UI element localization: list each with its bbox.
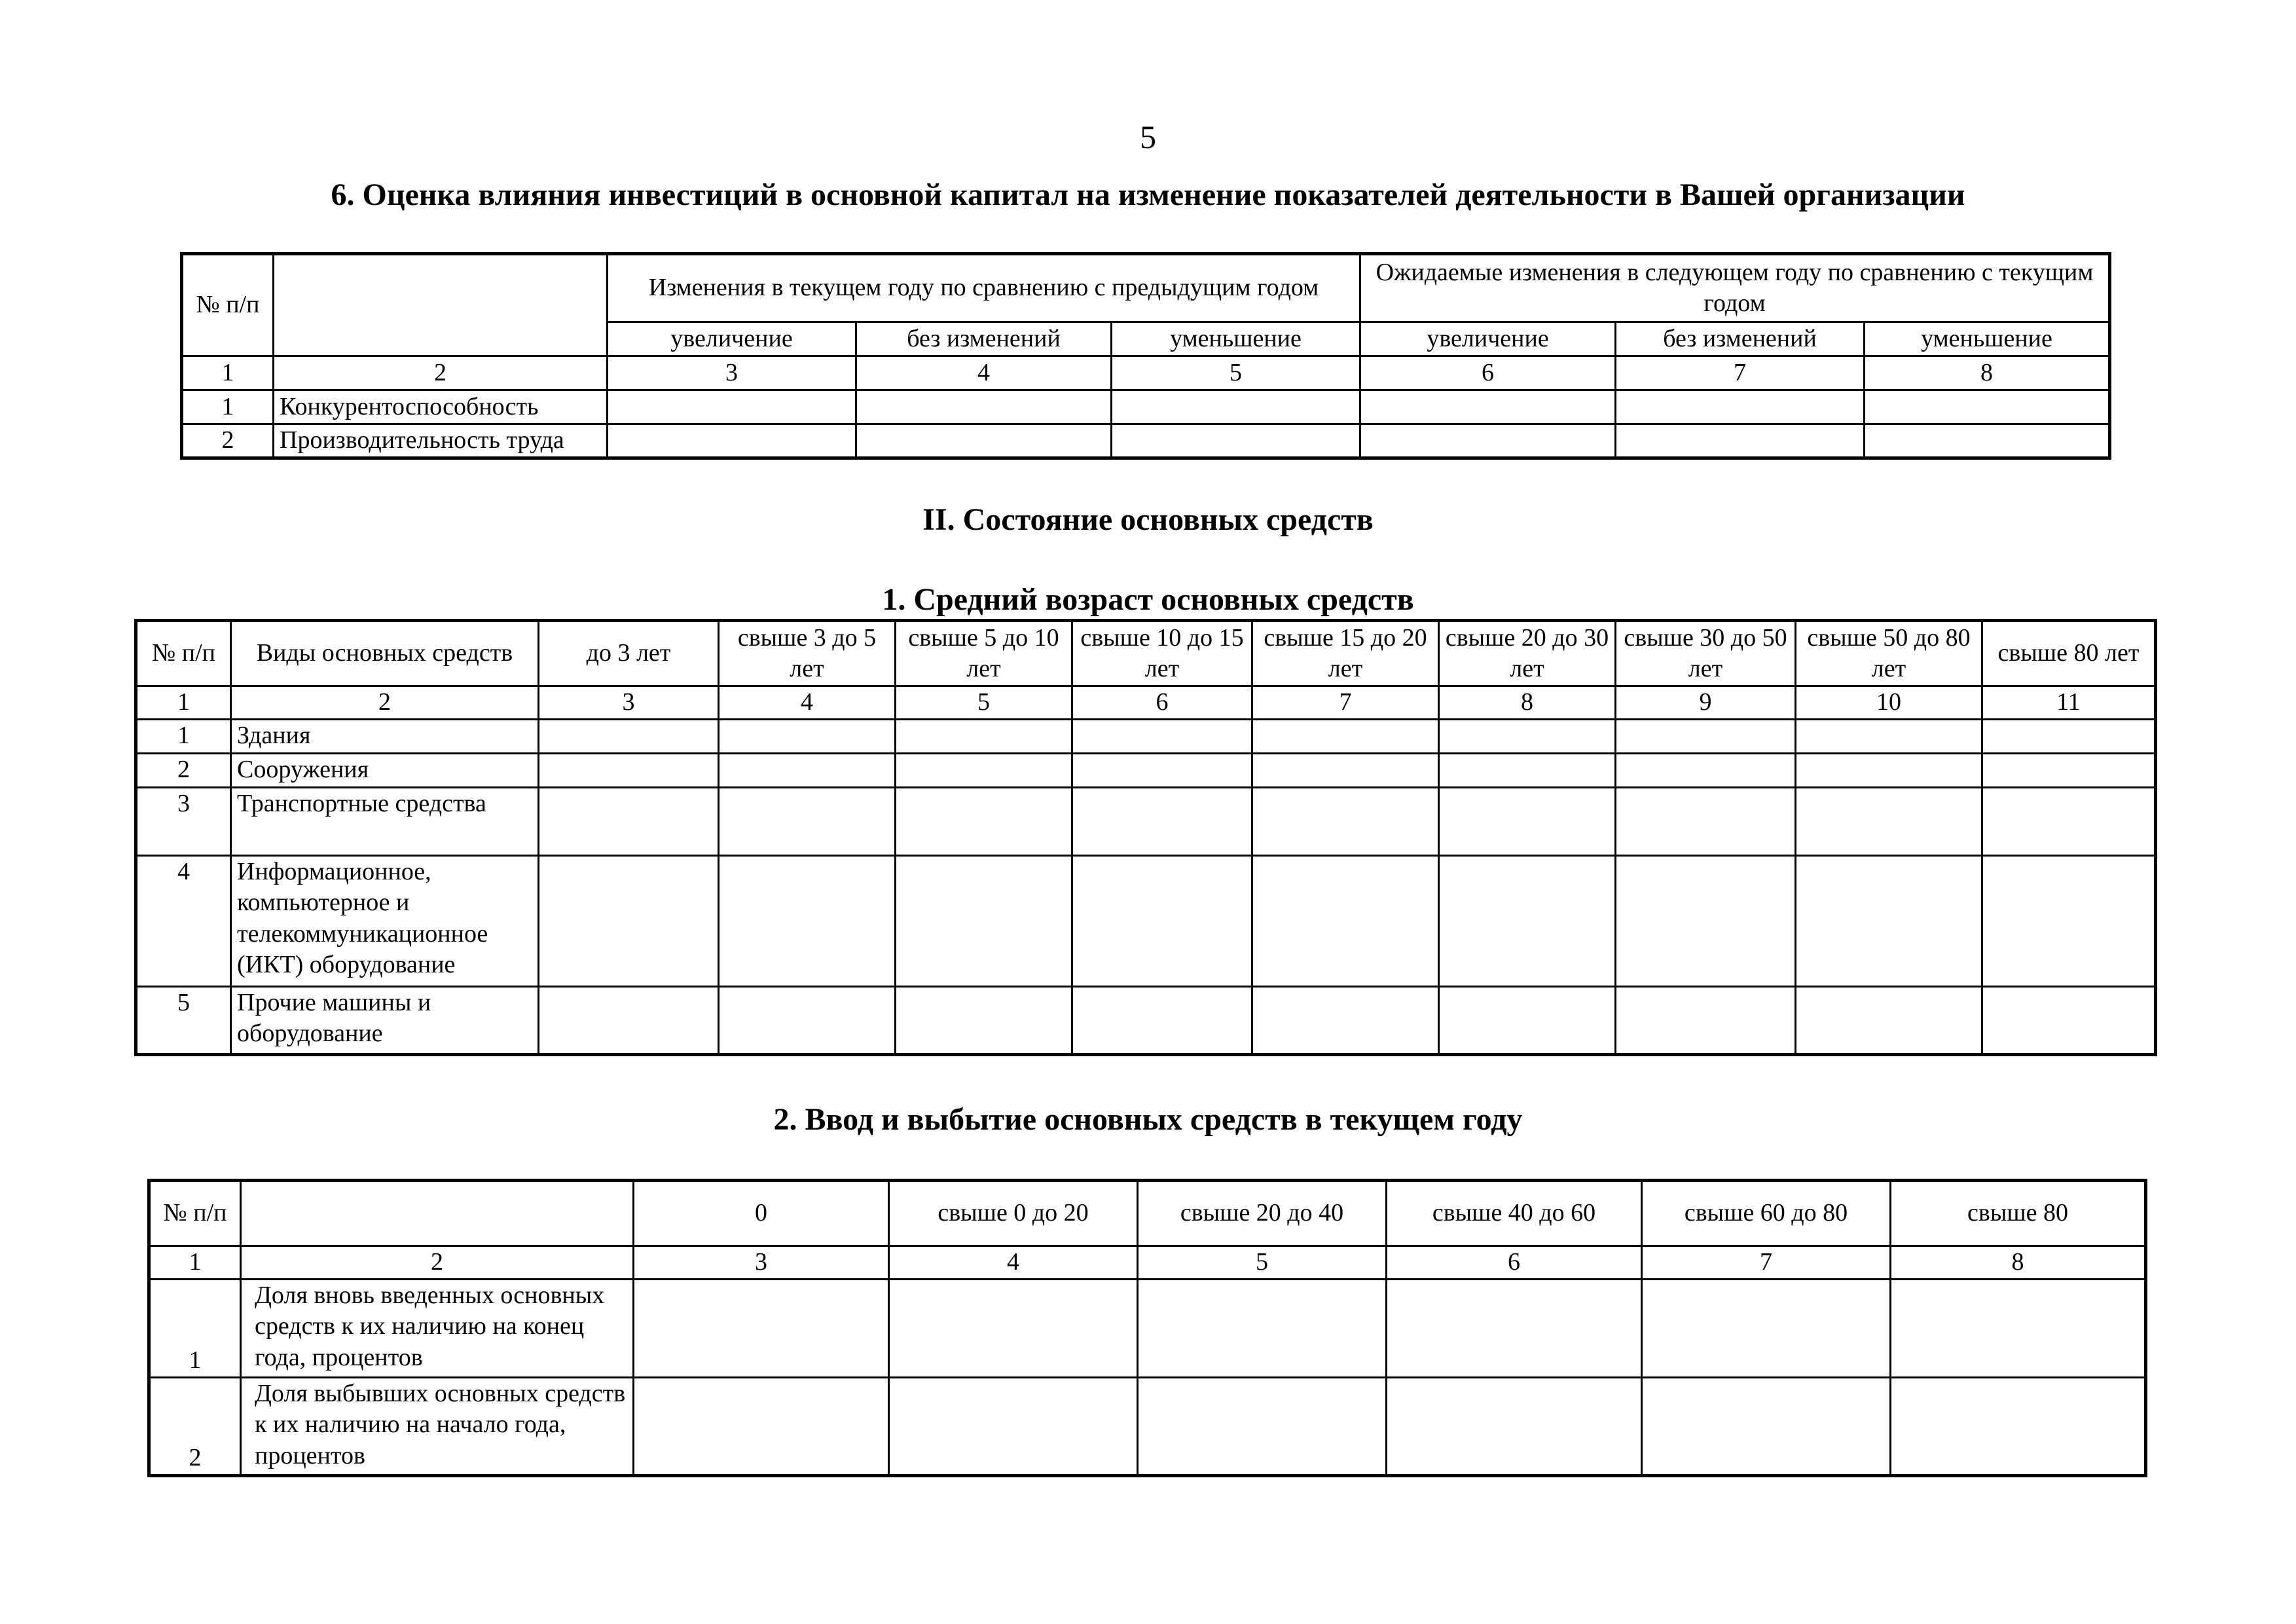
col-number: 11 bbox=[1982, 686, 2156, 720]
input-cell[interactable] bbox=[1891, 1377, 2146, 1475]
table-row bbox=[149, 1279, 2146, 1377]
col-header: свыше 50 до 80 лет bbox=[1796, 621, 1982, 686]
input-cell[interactable] bbox=[1796, 787, 1982, 855]
input-cell[interactable] bbox=[889, 1377, 1138, 1475]
input-cell[interactable] bbox=[608, 390, 856, 424]
input-cell[interactable] bbox=[1982, 986, 2156, 1054]
input-cell[interactable] bbox=[1072, 753, 1252, 787]
col-number: 1 bbox=[136, 686, 231, 720]
col-header: свыше 80 лет bbox=[1982, 621, 2156, 686]
col-number: 3 bbox=[634, 1246, 889, 1280]
input-cell[interactable] bbox=[1982, 719, 2156, 753]
input-cell[interactable] bbox=[1072, 787, 1252, 855]
row-number: 2 bbox=[136, 753, 231, 787]
input-cell[interactable] bbox=[1982, 753, 2156, 787]
col-label-header bbox=[274, 254, 608, 356]
row-label: Прочие машины и оборудование bbox=[231, 986, 539, 1054]
input-cell[interactable] bbox=[1616, 424, 1865, 458]
input-cell[interactable] bbox=[1616, 855, 1796, 986]
row-number: 1 bbox=[182, 390, 274, 424]
table-row bbox=[136, 787, 2156, 855]
col-number: 7 bbox=[1252, 686, 1439, 720]
input-cell[interactable] bbox=[896, 719, 1072, 753]
col-header: свыше 40 до 60 bbox=[1387, 1181, 1642, 1246]
col-number: 4 bbox=[856, 356, 1112, 390]
input-cell[interactable] bbox=[1616, 390, 1865, 424]
input-cell[interactable] bbox=[1112, 424, 1360, 458]
input-cell[interactable] bbox=[539, 986, 719, 1054]
col-number: 2 bbox=[241, 1246, 634, 1280]
col-header bbox=[241, 1181, 634, 1246]
input-cell[interactable] bbox=[1138, 1279, 1387, 1377]
input-cell[interactable] bbox=[1252, 719, 1439, 753]
input-cell[interactable] bbox=[608, 424, 856, 458]
col-number: 5 bbox=[1138, 1246, 1387, 1280]
col-number: 9 bbox=[1616, 686, 1796, 720]
input-cell[interactable] bbox=[634, 1377, 889, 1475]
input-cell[interactable] bbox=[539, 719, 719, 753]
input-cell[interactable] bbox=[1072, 719, 1252, 753]
input-cell[interactable] bbox=[1439, 986, 1616, 1054]
col-header: до 3 лет bbox=[539, 621, 719, 686]
input-cell[interactable] bbox=[634, 1279, 889, 1377]
row-number: 1 bbox=[136, 719, 231, 753]
fixed-assets-age-table bbox=[134, 619, 2157, 1056]
input-cell[interactable] bbox=[1439, 719, 1616, 753]
row-number: 3 bbox=[136, 787, 231, 855]
input-cell[interactable] bbox=[1112, 390, 1360, 424]
input-cell[interactable] bbox=[1252, 986, 1439, 1054]
col-number: 6 bbox=[1072, 686, 1252, 720]
sub-header: увеличение bbox=[1360, 322, 1616, 356]
input-cell[interactable] bbox=[1360, 390, 1616, 424]
col-number: 5 bbox=[1112, 356, 1360, 390]
table-row bbox=[136, 986, 2156, 1054]
table-row bbox=[136, 753, 2156, 787]
input-cell[interactable] bbox=[896, 753, 1072, 787]
row-label: Доля вновь введенных основных средств к их наличию на конец года, процентов bbox=[241, 1279, 634, 1377]
col-number: 1 bbox=[149, 1246, 241, 1280]
col-number: 6 bbox=[1387, 1246, 1642, 1280]
page-number: 5 bbox=[1140, 119, 1156, 155]
input-cell[interactable] bbox=[719, 719, 896, 753]
input-cell[interactable] bbox=[1982, 787, 2156, 855]
col-number: 8 bbox=[1439, 686, 1616, 720]
sub-header: без изменений bbox=[1616, 322, 1865, 356]
col-header: свыше 15 до 20 лет bbox=[1252, 621, 1439, 686]
input-cell[interactable] bbox=[1616, 753, 1796, 787]
col-number: 8 bbox=[1865, 356, 2110, 390]
table-row bbox=[136, 855, 2156, 986]
col-number: 2 bbox=[231, 686, 539, 720]
input-cell[interactable] bbox=[1387, 1279, 1642, 1377]
table-row bbox=[149, 1377, 2146, 1475]
col-header: свыше 3 до 5 лет bbox=[719, 621, 896, 686]
row-label: Конкурентоспособность bbox=[274, 390, 608, 424]
input-cell[interactable] bbox=[539, 753, 719, 787]
col-header: свыше 20 до 30 лет bbox=[1439, 621, 1616, 686]
input-cell[interactable] bbox=[1439, 787, 1616, 855]
col-number: 3 bbox=[539, 686, 719, 720]
input-cell[interactable] bbox=[1072, 855, 1252, 986]
input-cell[interactable] bbox=[1982, 855, 2156, 986]
row-number: 1 bbox=[149, 1279, 241, 1377]
row-label: Здания bbox=[231, 719, 539, 753]
input-cell[interactable] bbox=[1796, 986, 1982, 1054]
row-number: 2 bbox=[149, 1377, 241, 1475]
sub-header: уменьшение bbox=[1112, 322, 1360, 356]
input-cell[interactable] bbox=[719, 753, 896, 787]
input-cell[interactable] bbox=[1891, 1279, 2146, 1377]
input-cell[interactable] bbox=[896, 787, 1072, 855]
input-cell[interactable] bbox=[1796, 855, 1982, 986]
col-header: свыше 30 до 50 лет bbox=[1616, 621, 1796, 686]
table-row bbox=[182, 390, 2110, 424]
input-cell[interactable] bbox=[889, 1279, 1138, 1377]
col-header: Виды основных средств bbox=[231, 621, 539, 686]
input-cell[interactable] bbox=[1252, 855, 1439, 986]
table2-title: 2. Ввод и выбытие основных средств в текущем году bbox=[773, 1102, 1523, 1137]
input-cell[interactable] bbox=[896, 855, 1072, 986]
col-header: № п/п bbox=[149, 1181, 241, 1246]
col-num-header: № п/п bbox=[182, 254, 274, 356]
section6-title: 6. Оценка влияния инвестиций в основной капитал на изменение показателей деятельности в Вашей организации bbox=[331, 177, 1965, 212]
col-header: свыше 0 до 20 bbox=[889, 1181, 1138, 1246]
input-cell[interactable] bbox=[719, 855, 896, 986]
input-cell[interactable] bbox=[1252, 753, 1439, 787]
input-cell[interactable] bbox=[1252, 787, 1439, 855]
row-number: 5 bbox=[136, 986, 231, 1054]
input-cell[interactable] bbox=[1616, 986, 1796, 1054]
group-next-year: Ожидаемые изменения в следующем году по сравнению с текущим годом bbox=[1360, 254, 2110, 322]
input-cell[interactable] bbox=[1865, 390, 2110, 424]
sub-header: без изменений bbox=[856, 322, 1112, 356]
table1-title: 1. Средний возраст основных средств bbox=[882, 582, 1414, 617]
col-number: 1 bbox=[182, 356, 274, 390]
input-cell[interactable] bbox=[1439, 855, 1616, 986]
row-label: Доля выбывших основных средств к их наличию на начало года, процентов bbox=[241, 1377, 634, 1475]
input-cell[interactable] bbox=[1387, 1377, 1642, 1475]
col-number: 4 bbox=[889, 1246, 1138, 1280]
col-number: 5 bbox=[896, 686, 1072, 720]
input-cell[interactable] bbox=[539, 787, 719, 855]
col-number: 3 bbox=[608, 356, 856, 390]
row-label: Производительность труда bbox=[274, 424, 608, 458]
row-label: Информационное, компьютерное и телекоммуникационное (ИКТ) оборудование bbox=[231, 855, 539, 986]
col-header: свыше 20 до 40 bbox=[1138, 1181, 1387, 1246]
col-header: свыше 80 bbox=[1891, 1181, 2146, 1246]
table-row bbox=[136, 719, 2156, 753]
input-cell[interactable] bbox=[1796, 719, 1982, 753]
input-cell[interactable] bbox=[1138, 1377, 1387, 1475]
part2-title: II. Состояние основных средств bbox=[922, 502, 1374, 537]
input-cell[interactable] bbox=[539, 855, 719, 986]
sub-header: увеличение bbox=[608, 322, 856, 356]
row-label: Сооружения bbox=[231, 753, 539, 787]
col-header: свыше 5 до 10 лет bbox=[896, 621, 1072, 686]
col-number: 7 bbox=[1642, 1246, 1891, 1280]
col-number: 7 bbox=[1616, 356, 1865, 390]
input-cell[interactable] bbox=[1360, 424, 1616, 458]
col-header: № п/п bbox=[136, 621, 231, 686]
table-row bbox=[182, 424, 2110, 458]
col-header: свыше 60 до 80 bbox=[1642, 1181, 1891, 1246]
input-cell[interactable] bbox=[1072, 986, 1252, 1054]
input-cell[interactable] bbox=[856, 424, 1112, 458]
input-cell[interactable] bbox=[856, 390, 1112, 424]
input-cell[interactable] bbox=[1616, 787, 1796, 855]
col-number: 8 bbox=[1891, 1246, 2146, 1280]
input-cell[interactable] bbox=[719, 787, 896, 855]
input-cell[interactable] bbox=[719, 986, 896, 1054]
input-cell[interactable] bbox=[1439, 753, 1616, 787]
input-cell[interactable] bbox=[1642, 1279, 1891, 1377]
sub-header: уменьшение bbox=[1865, 322, 2110, 356]
input-cell[interactable] bbox=[1616, 719, 1796, 753]
input-cell[interactable] bbox=[1642, 1377, 1891, 1475]
fixed-assets-flow-table bbox=[147, 1179, 2147, 1477]
col-header: 0 bbox=[634, 1181, 889, 1246]
row-number: 4 bbox=[136, 855, 231, 986]
col-number: 4 bbox=[719, 686, 896, 720]
input-cell[interactable] bbox=[896, 986, 1072, 1054]
col-number: 10 bbox=[1796, 686, 1982, 720]
col-number: 6 bbox=[1360, 356, 1616, 390]
group-current-year: Изменения в текущем году по сравнению с предыдущим годом bbox=[608, 254, 1360, 322]
input-cell[interactable] bbox=[1796, 753, 1982, 787]
col-number: 2 bbox=[274, 356, 608, 390]
row-label: Транспортные средства bbox=[231, 787, 539, 855]
row-number: 2 bbox=[182, 424, 274, 458]
input-cell[interactable] bbox=[1865, 424, 2110, 458]
investment-impact-table bbox=[180, 252, 2111, 460]
col-header: свыше 10 до 15 лет bbox=[1072, 621, 1252, 686]
